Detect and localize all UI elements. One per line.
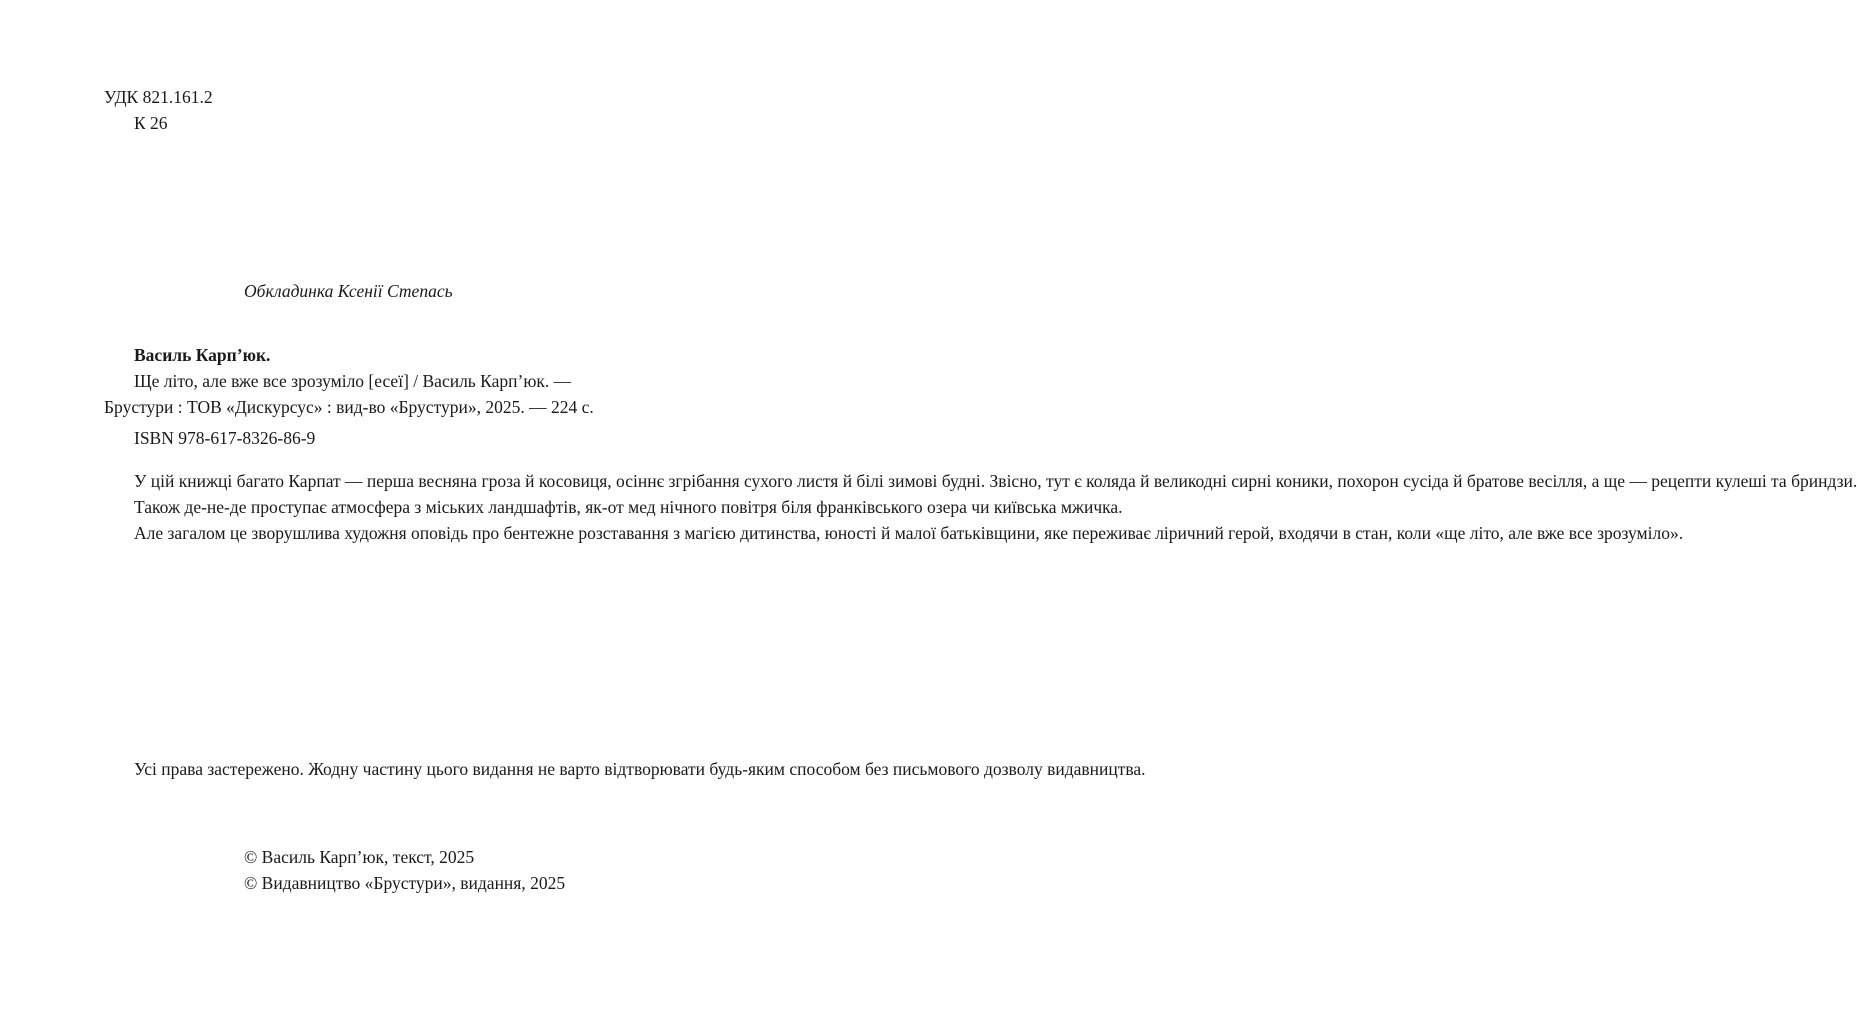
annotation-paragraph: У цій книжці багато Карпат — перша весняна гроза й косовиця, осіннє згрібання сухого листя й білі зимові будні. Звісно, тут є коляда й великодні сирні коники, похорон сусіда й братове весілля, а ще — рецепти кулеші та бриндзи. (134, 471, 1857, 491)
copyright-edition: © Видавництво «Брустури», видання, 2025 (244, 873, 566, 893)
udk-code: УДК 821.161.2 (104, 87, 213, 107)
isbn: ISBN 978-617-8326-86-9 (134, 428, 316, 448)
rights-text: Усі права застережено. Жодну частину цього видання не варто відтворювати будь-яким способом без письмового дозволу видавництва. (134, 759, 1146, 779)
rights-notice (104, 756, 1146, 782)
udk-block (104, 84, 213, 136)
author-mark: К 26 (134, 113, 168, 133)
copyright-text: © Василь Карп’юк, текст, 2025 (244, 847, 475, 867)
biblio-author: Василь Карп’юк. (134, 345, 271, 365)
biblio-title-line: Ще літо, але вже все зрозуміло [есеї] / Василь Карп’юк. — (134, 371, 572, 391)
annotation-paragraph: Також де-не-де проступає атмосфера з міських ландшафтів, як-от мед нічного повітря біля франківського озера чи київська мжичка. (134, 497, 1123, 517)
biblio-publisher-line: Брустури : ТОВ «Дискурсус» : вид-во «Брустури», 2025. — 224 с. (104, 397, 594, 417)
bibliographic-description (104, 342, 594, 420)
copyright-block (244, 844, 565, 896)
annotation-paragraph: Але загалом це зворушлива художня оповідь про бентежне розставання з магією дитинства, юності й малої батьківщини, яке переживає ліричний герой, входячи в стан, коли «ще літо, але вже все зрозуміло». (134, 523, 1684, 543)
annotation (104, 468, 1857, 546)
cover-credit: Обкладинка Ксенії Степась (244, 281, 453, 301)
